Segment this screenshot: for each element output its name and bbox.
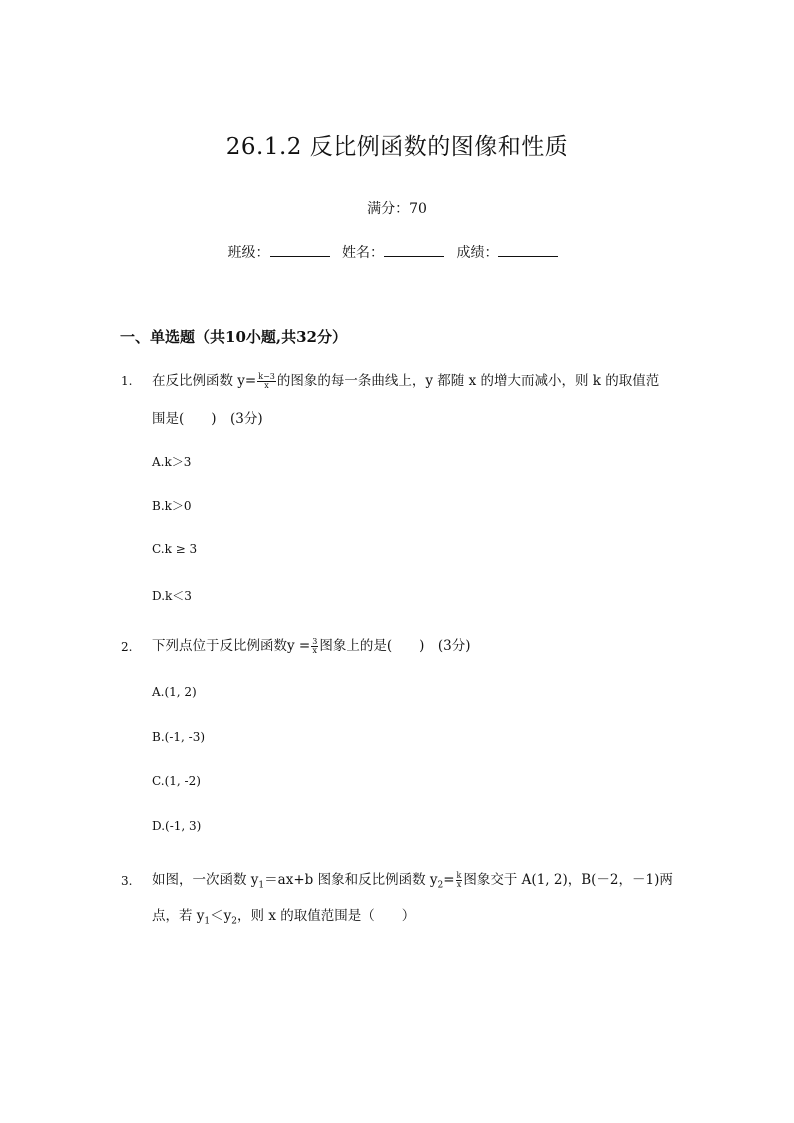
question-text-line-1 xyxy=(152,369,659,390)
question-text-line-2: 围是( ) (3分) xyxy=(152,411,263,427)
page-title: 26.1.2 反比例函数的图像和性质 xyxy=(225,134,569,160)
fraction-denominator: x xyxy=(456,880,462,889)
option-c[interactable]: C.k ≥ 3 xyxy=(152,542,198,556)
fraction-denominator: x xyxy=(312,646,318,655)
question-text-line-1 xyxy=(152,868,673,891)
option-d[interactable]: D.(-1, 3) xyxy=(152,819,202,833)
fraction-numerator: k−3 xyxy=(258,372,275,381)
full-score: 满分：70 xyxy=(367,201,427,217)
fraction xyxy=(257,373,276,390)
subscript: 2 xyxy=(231,916,238,927)
question-text: 的图象的每一条曲线上，y 都随 x 的增大而减小，则 k 的取值范 xyxy=(276,373,660,389)
name-label: 姓名： xyxy=(342,245,384,261)
name-blank[interactable] xyxy=(384,242,444,257)
question-text: ＜y xyxy=(210,908,232,924)
question-text-line-1 xyxy=(152,634,470,655)
question-text: 如图，一次函数 y xyxy=(152,872,259,888)
fraction xyxy=(311,638,318,655)
fraction-denominator: x xyxy=(264,381,269,390)
question-text: 下列点位于反比例函数y = xyxy=(152,638,311,654)
grade-label: 成绩： xyxy=(456,245,499,261)
subscript: 2 xyxy=(437,880,444,891)
question-text: 图象交于 A(1, 2)，B(－2，－1)两 xyxy=(463,872,673,888)
option-b[interactable]: B.k＞0 xyxy=(152,499,192,513)
option-a[interactable]: A.k＞3 xyxy=(152,455,192,469)
question-number: 3. xyxy=(121,874,133,888)
option-d[interactable]: D.k＜3 xyxy=(152,589,192,603)
class-blank[interactable] xyxy=(270,242,330,257)
question-text: ＝ax+b 图象和反比例函数 y xyxy=(264,872,438,888)
class-label: 班级： xyxy=(227,245,270,261)
option-b[interactable]: B.(-1, -3) xyxy=(152,730,206,744)
question-text: ，则 x 的取值范围是（ ） xyxy=(237,908,416,924)
subscript: 1 xyxy=(204,916,211,927)
question-text-line-2 xyxy=(152,904,415,927)
question-number: 2. xyxy=(121,640,133,654)
question-text: = xyxy=(443,872,455,888)
grade-blank[interactable] xyxy=(498,242,558,257)
fraction-numerator: k xyxy=(456,871,462,880)
fraction xyxy=(456,872,463,889)
subscript: 1 xyxy=(258,880,265,891)
option-c[interactable]: C.(1, -2) xyxy=(152,774,201,788)
question-text: 图象上的是( ) (3分) xyxy=(319,638,471,654)
question-text: 在反比例函数 y= xyxy=(152,373,257,389)
fraction-numerator: 3 xyxy=(312,637,318,646)
question-number: 1. xyxy=(121,374,133,388)
section-heading: 一、单选题（共10小题,共32分） xyxy=(120,328,347,346)
question-text: 点，若 y xyxy=(152,908,205,924)
option-a[interactable]: A.(1, 2) xyxy=(152,685,197,699)
student-info-row xyxy=(0,242,794,262)
